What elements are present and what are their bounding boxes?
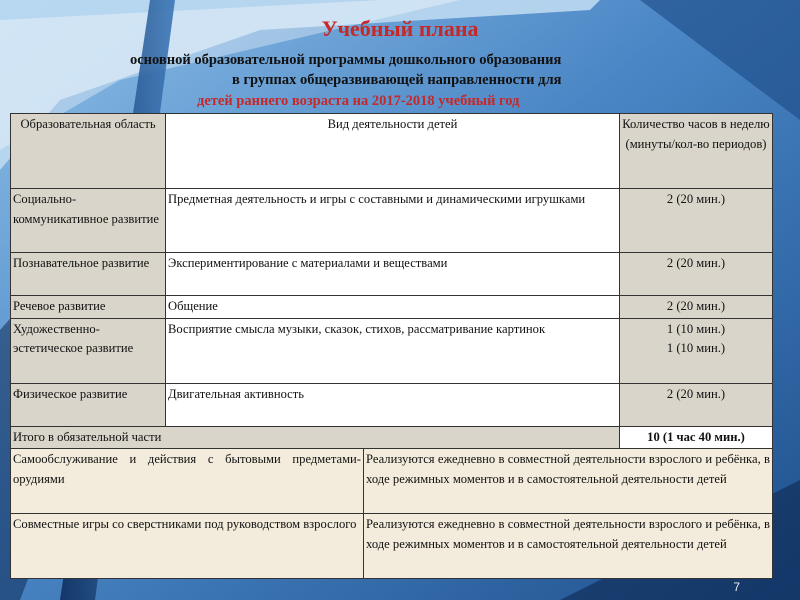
row-activity: Двигательная активность bbox=[166, 383, 620, 426]
page-number: 7 bbox=[733, 580, 740, 594]
extra-left: Самообслуживание и действия с бытовыми предметами-орудиями bbox=[11, 449, 364, 514]
table-header-row bbox=[11, 114, 773, 189]
header-hours: Количество часов в неделю (минуты/кол-во периодов) bbox=[620, 114, 773, 189]
total-row bbox=[11, 426, 773, 449]
row-area: Познавательное развитие bbox=[11, 253, 166, 296]
row-hours: 2 (20 мин.) bbox=[620, 383, 773, 426]
total-value: 10 (1 час 40 мин.) bbox=[620, 426, 773, 449]
header-area: Образовательная область bbox=[11, 114, 166, 189]
table-row bbox=[11, 318, 773, 383]
row-activity: Предметная деятельность и игры с составными и динамическими игрушками bbox=[166, 189, 620, 253]
hours-line: 1 (10 мин.) bbox=[666, 321, 726, 336]
curriculum-table bbox=[10, 113, 773, 579]
extra-left: Совместные игры со сверстниками под руководством взрослого bbox=[11, 514, 364, 579]
row-activity: Общение bbox=[166, 296, 620, 319]
row-hours: 2 (20 мин.) bbox=[620, 253, 773, 296]
table-row bbox=[11, 253, 773, 296]
page-title: Учебный плана bbox=[321, 16, 479, 41]
row-area: Физическое развитие bbox=[11, 383, 166, 426]
table-row bbox=[11, 296, 773, 319]
table-row bbox=[11, 383, 773, 426]
row-activity: Восприятие смысла музыки, сказок, стихов, рассматривание картинок bbox=[166, 318, 620, 383]
extra-right: Реализуются ежедневно в совместной деятельности взрослого и ребёнка, в ходе режимных моментов и в самостоятельной деятельности детей bbox=[364, 514, 773, 579]
row-area: Художественно-эстетическое развитие bbox=[11, 318, 166, 383]
subtitle-line-2: в группах общеразвивающей направленности для bbox=[232, 72, 562, 88]
extra-right: Реализуются ежедневно в совместной деятельности взрослого и ребёнка, в ходе режимных моментов и в самостоятельной деятельности детей bbox=[364, 449, 773, 514]
extra-row bbox=[11, 514, 773, 579]
table-row bbox=[11, 189, 773, 253]
row-area: Речевое развитие bbox=[11, 296, 166, 319]
subtitle-line-3: детей раннего возраста на 2017-2018 учебный год bbox=[197, 93, 520, 109]
row-hours: 2 (20 мин.) bbox=[620, 189, 773, 253]
hours-line: 1 (10 мин.) bbox=[666, 341, 726, 356]
row-activity: Экспериментирование с материалами и веществами bbox=[166, 253, 620, 296]
row-area: Социально-коммуникативное развитие bbox=[11, 189, 166, 253]
total-label: Итого в обязательной части bbox=[11, 426, 620, 449]
row-hours bbox=[620, 318, 773, 383]
header-activity: Вид деятельности детей bbox=[166, 114, 620, 189]
subtitle-line-1: основной образовательной программы дошкольного образования bbox=[130, 52, 562, 68]
row-hours: 2 (20 мин.) bbox=[620, 296, 773, 319]
extra-row bbox=[11, 449, 773, 514]
